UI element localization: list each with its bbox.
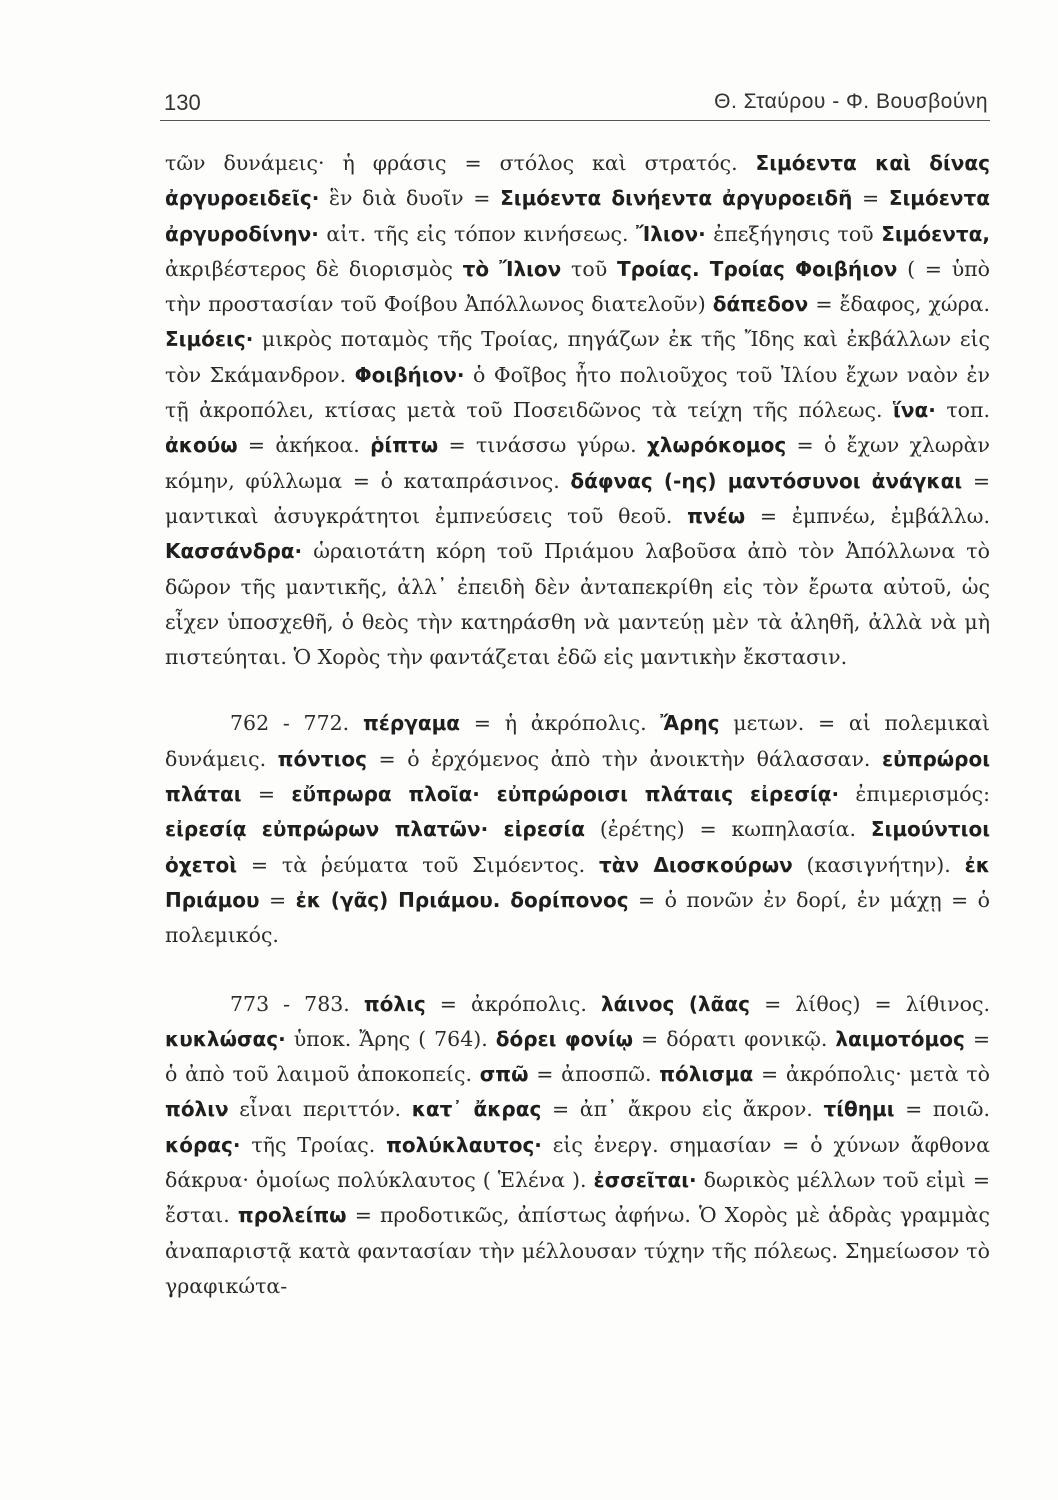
gloss-text: τῆς Τροίας. <box>240 1132 387 1157</box>
lemma-term: πέργαμα <box>362 711 461 736</box>
lemma-term: δόρει φονίῳ <box>495 1026 634 1051</box>
lemma-term: δάφνας (-ης) μαντόσυνοι ἀνάγκαι <box>570 468 963 493</box>
gloss-text: = ἡ ἀκρόπολις. <box>460 711 661 736</box>
commentary-body <box>165 146 990 1304</box>
page-number: 130 <box>164 90 201 115</box>
gloss-text: 762 - 772. <box>230 711 363 736</box>
gloss-text: 773 - 783. <box>230 991 364 1016</box>
lemma-term: πολύκλαυτος· <box>386 1132 542 1157</box>
lemma-term: Σιμόεντα δινήεντα ἀργυροειδῆ <box>500 186 853 211</box>
lemma-term: Σιμόεις· <box>165 327 254 352</box>
lemma-term: ἀκούω <box>165 433 238 458</box>
gloss-text: = δόρατι φονικῷ. <box>633 1026 836 1051</box>
gloss-text: ἓν διὰ δυοῖν = <box>319 186 501 211</box>
gloss-text: = ὁ ἀπὸ τοῦ λαιμοῦ ἀποκοπείς. <box>165 1026 990 1087</box>
lemma-term: δάπεδον <box>712 292 809 317</box>
lemma-term: ῥίπτω <box>370 433 439 458</box>
lemma-term: ἐσσεῖται· <box>593 1168 697 1193</box>
gloss-text: εἰς ἐνεργ. σημασίαν = ὁ χύνων ἄφθονα δάκρυα· ὁμοίως πολύκλαυτος ( Ἑλένα ). <box>165 1132 990 1193</box>
gloss-text: = ἀκήκοα. <box>237 433 371 458</box>
gloss-text: τοῦ <box>561 256 617 281</box>
gloss-text: τῶν δυνάμεις· ἡ φράσις = στόλος καὶ στρατός. <box>165 151 756 175</box>
lemma-term: λάινος (λᾶας <box>600 991 751 1016</box>
lemma-term: κατ᾽ ἄκρας <box>411 1097 542 1122</box>
lemma-term: πόλις <box>363 991 426 1016</box>
gloss-text: αἰτ. τῆς εἰς τόπον κινήσεως. <box>318 221 637 246</box>
lemma-term: Ἄρης <box>660 711 720 736</box>
lemma-term: Ἴλιον· <box>636 221 706 246</box>
gloss-text: δωρικὸς μέλλων τοῦ εἰμὶ = ἔσται. <box>165 1168 990 1228</box>
gloss-text: = τινάσσω γύρω. <box>438 433 647 458</box>
gloss-text: ὡραιοτάτη κόρη τοῦ Πριάμου λαβοῦσα ἀπὸ τὸν Ἀπόλλωνα τὸ δῶρον τῆς μαντικῆς, ἀλλ᾽ ἐπειδὴ δὲν ἀνταπεκρίθη εἰς τὸν ἔρωτα αὐτοῦ, ὡς εἶχεν ὑποσχεθῆ, ὁ θεὸς τὴν κατηράσθη νὰ μαντεύῃ μὲν τὰ ἀληθῆ, ἀλλὰ νὰ μὴ πιστεύηται. Ὁ Χορὸς τὴν φαντάζεται ἐδῶ εἰς μαντικὴν ἔκστασιν. <box>165 539 990 670</box>
lemma-term: πόντιος <box>277 746 367 771</box>
lemma-term: σπῶ <box>479 1062 529 1087</box>
lemma-term: λαιμοτόμος <box>835 1026 965 1051</box>
gloss-text: = ἐμπνέω, ἐμβάλλω. <box>745 503 990 528</box>
lemma-term: εἰρεσίᾳ εὐπρώρων πλατῶν· εἰρεσία <box>165 817 585 842</box>
lemma-term: Φοιβήιον· <box>354 362 465 387</box>
lemma-term: Κασσάνδρα· <box>165 539 303 564</box>
gloss-text: (ἐρέτης) = κωπηλασία. <box>584 817 871 842</box>
commentary-paragraph <box>165 146 990 675</box>
gloss-text: = <box>852 186 889 211</box>
gloss-text: = προδοτικῶς, ἀπίστως ἀφήνω. Ὁ Χορὸς μὲ ἁδρὰς γραμμὰς ἀναπαριστᾷ κατὰ φαντασίαν τὴν μέλλουσαν τύχην τῆς πόλεως. Σημείωσον τὸ γραφικώτα- <box>165 1203 991 1298</box>
lemma-term: Σιμόεντα, <box>881 221 990 246</box>
gloss-text: = <box>241 782 292 807</box>
lemma-term: ἐκ (γᾶς) Πριάμου. δορίπονος <box>295 887 629 912</box>
gloss-text: = ἀποσπῶ. <box>528 1062 660 1087</box>
gloss-text: = ὁ ἔχων χλωρὰν κόμην, φύλλωμα = ὁ καταπράσινος. <box>165 433 990 493</box>
gloss-text: τοπ. <box>935 398 990 423</box>
lemma-term: Σιμούντιοι ὀχετοὶ <box>165 817 990 877</box>
gloss-text: = λίθος) = λίθινος. <box>750 991 990 1016</box>
gloss-text: = τὰ ῥεύματα τοῦ Σιμόεντος. <box>237 852 599 877</box>
gloss-text: εἶναι περιττόν. <box>228 1097 412 1122</box>
lemma-term: τὰν Διοσκούρων <box>598 852 793 877</box>
gloss-text: (κασιγνήτην). <box>792 852 965 877</box>
gloss-text: = ποιῶ. <box>894 1097 990 1122</box>
lemma-term: εὔπρωρα πλοῖα· εὐπρώροισι πλάταις εἰρεσίᾳ· <box>291 782 840 807</box>
lemma-term: τίθημι <box>823 1097 895 1122</box>
gloss-text: = ἀπ᾽ ἄκρου εἰς ἄκρον. <box>541 1097 824 1122</box>
gloss-text: ( = ὑπὸ τὴν προστασίαν τοῦ Φοίβου Ἀπόλλωνος διατελοῦν) <box>165 256 990 317</box>
lemma-term: Τροίας. Τροίας Φοιβήιον <box>616 256 898 281</box>
lemma-term: ἵνα· <box>893 398 936 423</box>
lemma-term: πνέω <box>687 503 746 528</box>
gloss-text: = ὁ πονῶν ἐν δορί, ἐν μάχῃ = ὁ πολεμικός. <box>165 887 990 948</box>
gloss-text: = μαντικαὶ ἀσυγκράτητοι ἐμπνεύσεις τοῦ θεοῦ. <box>165 468 991 528</box>
lemma-term: ἐκ Πριάμου <box>165 852 990 912</box>
lemma-term: Σιμόεντα ἀργυροδίνην· <box>165 186 991 246</box>
page-header <box>160 80 990 121</box>
commentary-paragraph <box>165 706 990 953</box>
gloss-text: ἀκριβέστερος δὲ διορισμὸς <box>165 256 463 281</box>
gloss-text: μετων. = αἱ πολεμικαὶ δυνάμεις. <box>165 711 991 771</box>
gloss-text: ὁ Φοῖβος ἦτο πολιοῦχος τοῦ Ἰλίου ἔχων ναὸν ἐν τῇ ἀκροπόλει, κτίσας μετὰ τοῦ Ποσειδῶνος τὰ τείχη τῆς πόλεως. <box>165 362 991 423</box>
gloss-text: = <box>259 887 296 912</box>
gloss-text: = ἀκρόπολις· μετὰ τὸ <box>753 1062 990 1087</box>
lemma-term: Σιμόεντα καὶ δίνας ἀργυροειδεῖς· <box>165 151 991 211</box>
gloss-text: = ὁ ἐρχόμενος ἀπὸ τὴν ἀνοικτὴν θάλασσαν. <box>366 746 882 771</box>
gloss-text: = ἀκρόπολις. <box>425 991 601 1016</box>
lemma-term: πόλισμα <box>659 1062 754 1087</box>
gloss-text: ὑποκ. Ἄρης ( 764). <box>285 1026 496 1051</box>
lemma-term: κόρας· <box>165 1132 241 1157</box>
lemma-term: κυκλώσας· <box>165 1026 286 1051</box>
gloss-text: = ἔδαφος, χώρα. <box>808 292 990 317</box>
running-head: Θ. Σταύρου - Φ. Βουσβούνη <box>714 90 988 113</box>
lemma-term: τὸ Ἴλιον <box>462 256 562 281</box>
lemma-term: πόλιν <box>165 1097 229 1122</box>
lemma-term: χλωρόκομος <box>646 433 787 458</box>
lemma-term: εὐπρώροι πλάται <box>165 746 990 807</box>
gloss-text: μικρὸς ποταμὸς τῆς Τροίας, πηγάζων ἐκ τῆς Ἴδης καὶ ἐκβάλλων εἰς τὸν Σκάμανδρον. <box>165 327 990 387</box>
gloss-text: ἐπιμερισμός: <box>839 782 990 807</box>
commentary-paragraph <box>165 987 990 1305</box>
lemma-term: προλείπω <box>237 1203 347 1228</box>
gloss-text: ἐπεξήγησις τοῦ <box>705 221 882 246</box>
